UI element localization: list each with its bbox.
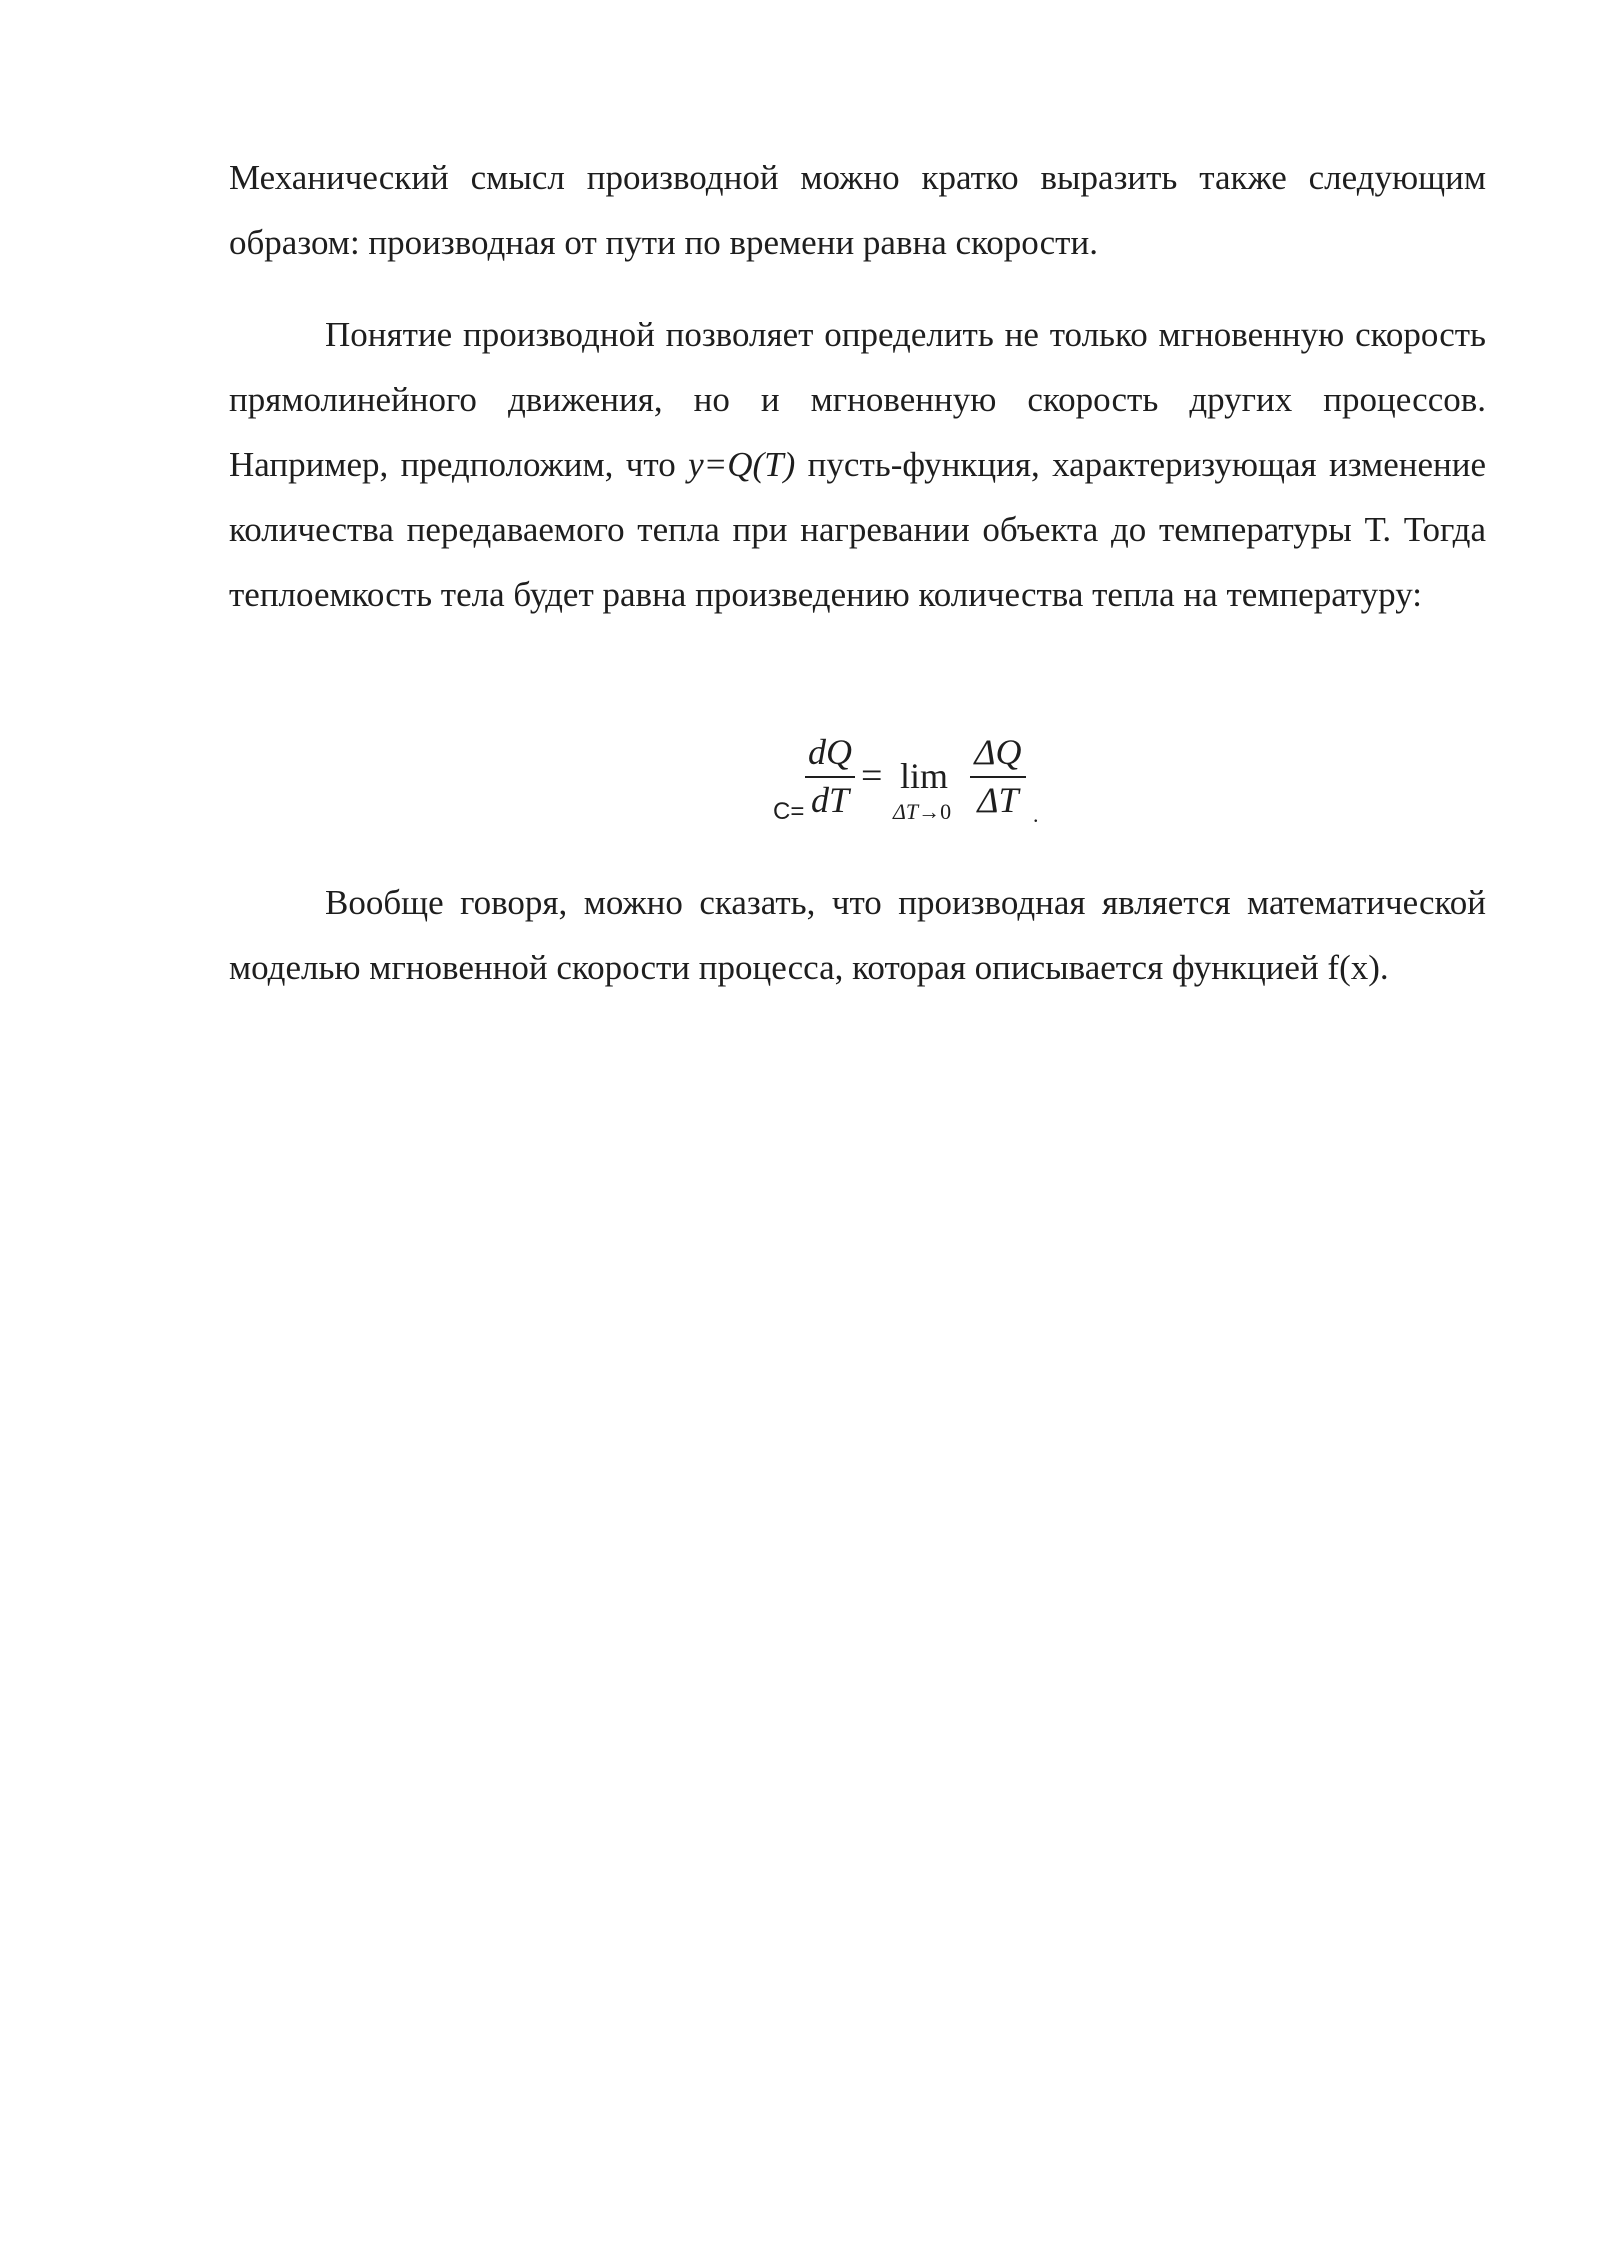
paragraph-conclusion: [229, 870, 1486, 1000]
fraction-numerator: ΔQ: [974, 732, 1022, 772]
difference-quotient-fraction: [970, 730, 1026, 822]
paragraph-mechanical-meaning: [229, 145, 1486, 275]
heat-capacity-formula: [0, 720, 1600, 835]
paragraph-text: [229, 302, 1486, 627]
limit-subscript: [893, 799, 951, 825]
paragraph-text-part: Понятие производной позволяет определить не только мгновенную скорость прямолинейного движения, но и мгновенную скорость других процессов. Например, предположим, что: [229, 315, 1486, 484]
limit-target: 0: [940, 799, 952, 824]
equals-sign: =: [861, 755, 883, 797]
limit-variable: ΔT: [893, 799, 919, 824]
formula-end-period: .: [1033, 802, 1039, 827]
limit-operator: lim: [900, 756, 949, 796]
arrow-icon: →: [918, 799, 941, 824]
fraction-numerator: dQ: [808, 732, 852, 772]
paragraph-text: Механический смысл производной можно кратко выразить также следующим образом: производная от пути по времени равна скорости.: [229, 158, 1486, 262]
fraction-denominator: dT: [810, 780, 850, 820]
function-notation: y=Q(T): [688, 445, 796, 484]
paragraph-text-part: пусть-функция, характеризующая изменение количества передаваемого тепла при нагревании объекта до температуры Т. Тогда теплоемкость тела будет равна произведению количества тепла на температуру:: [229, 445, 1486, 614]
fraction-denominator: ΔT: [977, 780, 1019, 820]
formula-lhs: C=: [773, 798, 805, 825]
paragraph-derivative-concept: [229, 302, 1486, 627]
derivative-fraction: [805, 730, 855, 822]
paragraph-text: Вообще говоря, можно сказать, что производная является математической моделью мгновенной скорости процесса, которая описывается функцией f(x).: [229, 883, 1486, 987]
